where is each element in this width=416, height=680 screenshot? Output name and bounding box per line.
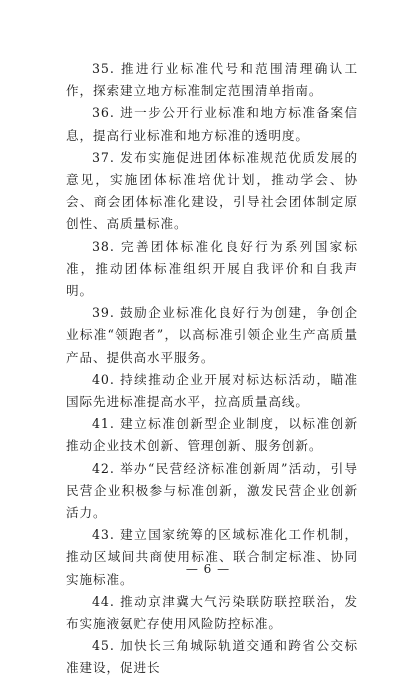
paragraph-45: 45. 加快长三角城际轨道交通和跨省公交标准建设，促进长 <box>66 638 358 676</box>
paragraph-43: 43. 建立国家统筹的区域标准化工作机制，推动区域间共商使用标准、联合制定标准、协同实施标准。 <box>66 527 358 587</box>
paragraph-41: 41. 建立标准创新型企业制度，以标准创新推动企业技术创新、管理创新、服务创新。 <box>66 416 358 454</box>
paragraph-40: 40. 持续推动企业开展对标达标活动，瞄准国际先进标准提高水平，拉高质量高线。 <box>66 371 358 410</box>
paragraph-37: 37. 发布实施促进团体标准规范优质发展的意见，实施团体标准培优计划，推动学会、协会、商会团体标准化建设，引导社会团体制定原创性、高质量标准。 <box>66 149 358 232</box>
paragraph-36: 36. 进一步公开行业标准和地方标准备案信息，提高行业标准和地方标准的透明度。 <box>66 105 358 143</box>
paragraph-35: 35. 推进行业标准代号和范围清理确认工作，探索建立地方标准制定范围清单指南。 <box>66 61 358 99</box>
paragraph-42: 42. 举办“民营经济标准创新周”活动，引导民营企业积极参与标准创新，激发民营企业创新活力。 <box>66 460 358 521</box>
paragraph-38: 38. 完善团体标准化良好行为系列国家标准，推动团体标准组织开展自我评价和自我声明。 <box>66 238 358 299</box>
page-number: — 6 — <box>185 562 231 576</box>
paragraph-44: 44. 推动京津冀大气污染联防联控联治，发布实施液氨贮存使用风险防控标准。 <box>66 593 358 632</box>
document-body <box>66 58 358 680</box>
paragraph-39: 39. 鼓励企业标准化良好行为创建，争创企业标准“领跑者”，以高标准引领企业生产高质量产品、提供高水平服务。 <box>66 305 358 365</box>
